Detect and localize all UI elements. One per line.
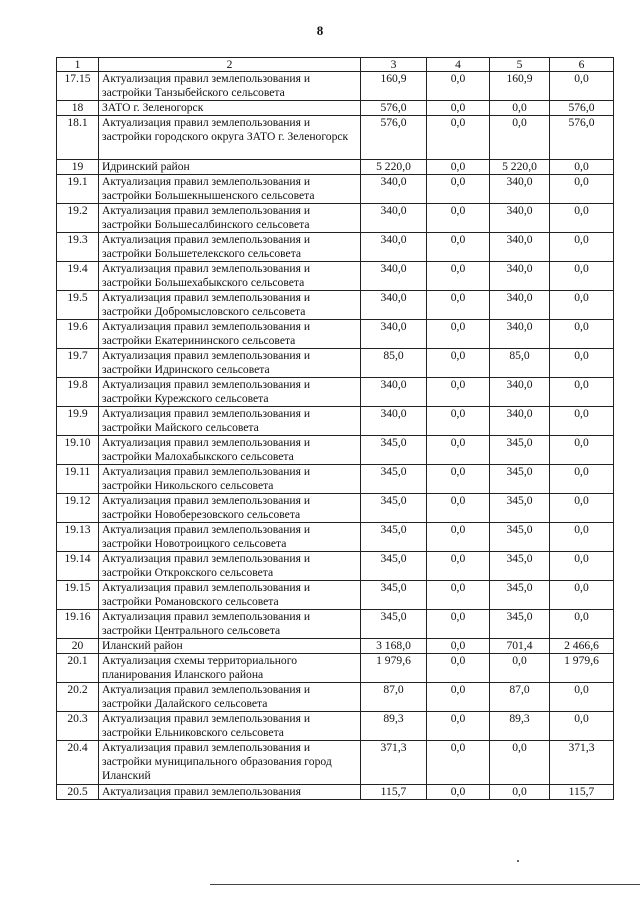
table-row <box>57 175 614 204</box>
table-cell-c4: 0,0 <box>427 639 490 654</box>
table-cell-c5: 340,0 <box>490 262 550 291</box>
table-cell-num: 19.11 <box>57 465 99 494</box>
table-cell-c6: 0,0 <box>550 291 614 320</box>
table-cell-c4: 0,0 <box>427 204 490 233</box>
table-row <box>57 639 614 654</box>
table-cell-c5: 701,4 <box>490 639 550 654</box>
table-cell-c5: 345,0 <box>490 465 550 494</box>
table-row <box>57 523 614 552</box>
table-cell-num: 20.4 <box>57 741 99 785</box>
table-cell-c5: 5 220,0 <box>490 160 550 175</box>
table-cell-c5: 340,0 <box>490 320 550 349</box>
table-cell-name: Актуализация правил землепользования и застройки Никольского сельсовета <box>99 465 361 494</box>
table-row <box>57 436 614 465</box>
table-cell-name: Актуализация правил землепользования и застройки муниципального образования город Иланский <box>99 741 361 785</box>
table-cell-c5: 345,0 <box>490 523 550 552</box>
table-cell-name: Актуализация правил землепользования <box>99 785 361 800</box>
table-cell-name: Актуализация правил землепользования и застройки Большетелекского сельсовета <box>99 233 361 262</box>
table-cell-c4: 0,0 <box>427 233 490 262</box>
table-cell-c4: 0,0 <box>427 465 490 494</box>
table-row <box>57 654 614 683</box>
table-cell-name: Актуализация правил землепользования и застройки Екатерининского сельсовета <box>99 320 361 349</box>
table-cell-c4: 0,0 <box>427 741 490 785</box>
column-header: 4 <box>427 58 490 72</box>
table-cell-c4: 0,0 <box>427 654 490 683</box>
table-cell-name: Актуализация правил землепользования и застройки Новоберезовского сельсовета <box>99 494 361 523</box>
table-header-row <box>57 58 614 72</box>
table-cell-c6: 576,0 <box>550 101 614 116</box>
table-cell-c5: 340,0 <box>490 204 550 233</box>
table-cell-c3: 340,0 <box>361 378 427 407</box>
table-cell-num: 18.1 <box>57 116 99 160</box>
table-cell-c5: 0,0 <box>490 785 550 800</box>
table-cell-num: 20.2 <box>57 683 99 712</box>
table-cell-c5: 0,0 <box>490 654 550 683</box>
table-row <box>57 712 614 741</box>
table-cell-c3: 576,0 <box>361 116 427 160</box>
table-cell-num: 19.2 <box>57 204 99 233</box>
table-row <box>57 552 614 581</box>
table-row <box>57 116 614 160</box>
table-cell-c3: 345,0 <box>361 581 427 610</box>
column-header: 2 <box>99 58 361 72</box>
table-row <box>57 785 614 800</box>
table-cell-c4: 0,0 <box>427 407 490 436</box>
table-cell-num: 19.16 <box>57 610 99 639</box>
table-cell-c3: 345,0 <box>361 523 427 552</box>
table-cell-name: Актуализация правил землепользования и застройки Курежского сельсовета <box>99 378 361 407</box>
table-cell-c3: 345,0 <box>361 552 427 581</box>
table-cell-c5: 87,0 <box>490 683 550 712</box>
table-cell-c4: 0,0 <box>427 175 490 204</box>
table-cell-c4: 0,0 <box>427 712 490 741</box>
table-cell-name: Актуализация правил землепользования и застройки городского округа ЗАТО г. Зеленогорск <box>99 116 361 160</box>
table-cell-c3: 5 220,0 <box>361 160 427 175</box>
table-cell-num: 19.8 <box>57 378 99 407</box>
table-cell-num: 17.15 <box>57 72 99 101</box>
table-cell-name: Актуализация правил землепользования и застройки Открокского сельсовета <box>99 552 361 581</box>
table-cell-c4: 0,0 <box>427 683 490 712</box>
table-cell-name: Актуализация правил землепользования и застройки Танзыбейского сельсовета <box>99 72 361 101</box>
table-cell-c3: 115,7 <box>361 785 427 800</box>
table-cell-num: 19.15 <box>57 581 99 610</box>
table-cell-c6: 2 466,6 <box>550 639 614 654</box>
table-cell-name: Актуализация правил землепользования и застройки Новотроицкого сельсовета <box>99 523 361 552</box>
table-cell-c5: 85,0 <box>490 349 550 378</box>
table-cell-num: 19.7 <box>57 349 99 378</box>
table-cell-c6: 0,0 <box>550 72 614 101</box>
table-cell-c5: 340,0 <box>490 233 550 262</box>
table-cell-c3: 576,0 <box>361 101 427 116</box>
table-cell-name: Актуализация правил землепользования и застройки Центрального сельсовета <box>99 610 361 639</box>
table-cell-c5: 89,3 <box>490 712 550 741</box>
table-cell-c5: 0,0 <box>490 741 550 785</box>
column-header: 1 <box>57 58 99 72</box>
table-cell-name: Иланский район <box>99 639 361 654</box>
table-cell-c6: 0,0 <box>550 436 614 465</box>
table-row <box>57 741 614 785</box>
table-cell-c4: 0,0 <box>427 160 490 175</box>
table-row <box>57 160 614 175</box>
table-cell-c5: 345,0 <box>490 610 550 639</box>
table-cell-name: Актуализация правил землепользования и застройки Добромысловского сельсовета <box>99 291 361 320</box>
table-cell-c5: 340,0 <box>490 291 550 320</box>
table-cell-c3: 371,3 <box>361 741 427 785</box>
table-cell-num: 18 <box>57 101 99 116</box>
table-cell-name: Актуализация правил землепользования и застройки Малохабыкского сельсовета <box>99 436 361 465</box>
table-cell-c6: 0,0 <box>550 552 614 581</box>
budget-table <box>56 57 614 800</box>
table-cell-num: 19.5 <box>57 291 99 320</box>
table-cell-c3: 340,0 <box>361 233 427 262</box>
table-cell-c5: 340,0 <box>490 378 550 407</box>
table-cell-c6: 0,0 <box>550 610 614 639</box>
table-cell-c6: 0,0 <box>550 175 614 204</box>
table-cell-c3: 3 168,0 <box>361 639 427 654</box>
table-cell-c3: 345,0 <box>361 610 427 639</box>
table-cell-c6: 0,0 <box>550 407 614 436</box>
table-cell-name: Актуализация схемы территориального планирования Иланского района <box>99 654 361 683</box>
footer-rule <box>210 884 640 885</box>
table-cell-c3: 1 979,6 <box>361 654 427 683</box>
table-cell-num: 19.4 <box>57 262 99 291</box>
table-cell-num: 20.3 <box>57 712 99 741</box>
table-cell-c4: 0,0 <box>427 581 490 610</box>
table-cell-c5: 0,0 <box>490 101 550 116</box>
table-cell-c6: 0,0 <box>550 465 614 494</box>
table-cell-c4: 0,0 <box>427 116 490 160</box>
table-cell-c4: 0,0 <box>427 610 490 639</box>
table-cell-name: Актуализация правил землепользования и застройки Большекнышенского сельсовета <box>99 175 361 204</box>
table-cell-c6: 0,0 <box>550 683 614 712</box>
table-cell-num: 20.5 <box>57 785 99 800</box>
column-header: 6 <box>550 58 614 72</box>
table-row <box>57 378 614 407</box>
table-cell-num: 19.14 <box>57 552 99 581</box>
table-row <box>57 407 614 436</box>
table-row <box>57 494 614 523</box>
table-row <box>57 320 614 349</box>
table-cell-num: 20 <box>57 639 99 654</box>
table-cell-c4: 0,0 <box>427 262 490 291</box>
scan-speck <box>517 860 519 862</box>
table-cell-name: Актуализация правил землепользования и застройки Большехабыкского сельсовета <box>99 262 361 291</box>
table-cell-c4: 0,0 <box>427 101 490 116</box>
table-cell-num: 19.6 <box>57 320 99 349</box>
table-cell-c4: 0,0 <box>427 349 490 378</box>
table-cell-c3: 345,0 <box>361 465 427 494</box>
table-cell-c6: 0,0 <box>550 233 614 262</box>
table-cell-c4: 0,0 <box>427 291 490 320</box>
table-cell-num: 19 <box>57 160 99 175</box>
table-row <box>57 204 614 233</box>
table-row <box>57 683 614 712</box>
table-row <box>57 101 614 116</box>
table-cell-name: Актуализация правил землепользования и застройки Ельниковского сельсовета <box>99 712 361 741</box>
table-cell-c3: 89,3 <box>361 712 427 741</box>
table-cell-num: 19.13 <box>57 523 99 552</box>
table-cell-c4: 0,0 <box>427 320 490 349</box>
table-cell-c5: 345,0 <box>490 436 550 465</box>
table-cell-name: Идринский район <box>99 160 361 175</box>
table-cell-c3: 345,0 <box>361 436 427 465</box>
table-cell-name: ЗАТО г. Зеленогорск <box>99 101 361 116</box>
table-cell-num: 19.12 <box>57 494 99 523</box>
table-cell-c5: 0,0 <box>490 116 550 160</box>
table-cell-name: Актуализация правил землепользования и застройки Большесалбинского сельсовета <box>99 204 361 233</box>
table-row <box>57 233 614 262</box>
table-cell-c6: 0,0 <box>550 494 614 523</box>
table-cell-num: 19.3 <box>57 233 99 262</box>
table-cell-c6: 115,7 <box>550 785 614 800</box>
table-cell-c6: 0,0 <box>550 160 614 175</box>
table-cell-c4: 0,0 <box>427 494 490 523</box>
column-header: 5 <box>490 58 550 72</box>
table-cell-c3: 340,0 <box>361 204 427 233</box>
table-row <box>57 610 614 639</box>
table-cell-c4: 0,0 <box>427 436 490 465</box>
table-cell-c6: 0,0 <box>550 712 614 741</box>
table-cell-num: 19.10 <box>57 436 99 465</box>
table-cell-c6: 0,0 <box>550 262 614 291</box>
table-row <box>57 349 614 378</box>
table-cell-num: 20.1 <box>57 654 99 683</box>
table-cell-name: Актуализация правил землепользования и застройки Далайского сельсовета <box>99 683 361 712</box>
table-row <box>57 581 614 610</box>
table-cell-c6: 371,3 <box>550 741 614 785</box>
table-row <box>57 72 614 101</box>
table-cell-c6: 0,0 <box>550 523 614 552</box>
table-row <box>57 465 614 494</box>
table-cell-c3: 345,0 <box>361 494 427 523</box>
column-header: 3 <box>361 58 427 72</box>
table-cell-c3: 340,0 <box>361 407 427 436</box>
table-cell-c4: 0,0 <box>427 523 490 552</box>
table-cell-num: 19.9 <box>57 407 99 436</box>
table-cell-c5: 345,0 <box>490 494 550 523</box>
table-cell-c3: 340,0 <box>361 291 427 320</box>
table-cell-c5: 345,0 <box>490 581 550 610</box>
table-cell-c3: 160,9 <box>361 72 427 101</box>
table-row <box>57 291 614 320</box>
table-cell-c6: 0,0 <box>550 349 614 378</box>
table-cell-c5: 160,9 <box>490 72 550 101</box>
table-cell-c3: 340,0 <box>361 320 427 349</box>
table-cell-c5: 340,0 <box>490 175 550 204</box>
table-cell-name: Актуализация правил землепользования и застройки Майского сельсовета <box>99 407 361 436</box>
table-cell-c6: 1 979,6 <box>550 654 614 683</box>
table-cell-c6: 576,0 <box>550 116 614 160</box>
table-cell-c5: 340,0 <box>490 407 550 436</box>
table-cell-c4: 0,0 <box>427 785 490 800</box>
table-cell-c3: 340,0 <box>361 262 427 291</box>
table-cell-c4: 0,0 <box>427 72 490 101</box>
table-cell-c3: 87,0 <box>361 683 427 712</box>
page-number: 8 <box>316 23 324 38</box>
table-cell-c4: 0,0 <box>427 552 490 581</box>
table-cell-c6: 0,0 <box>550 581 614 610</box>
table-cell-num: 19.1 <box>57 175 99 204</box>
table-cell-c5: 345,0 <box>490 552 550 581</box>
table-cell-name: Актуализация правил землепользования и застройки Романовского сельсовета <box>99 581 361 610</box>
table-cell-c6: 0,0 <box>550 204 614 233</box>
table-row <box>57 262 614 291</box>
table-cell-c6: 0,0 <box>550 320 614 349</box>
table-cell-name: Актуализация правил землепользования и застройки Идринского сельсовета <box>99 349 361 378</box>
table-cell-c6: 0,0 <box>550 378 614 407</box>
table-cell-c3: 340,0 <box>361 175 427 204</box>
table-cell-c3: 85,0 <box>361 349 427 378</box>
table-cell-c4: 0,0 <box>427 378 490 407</box>
